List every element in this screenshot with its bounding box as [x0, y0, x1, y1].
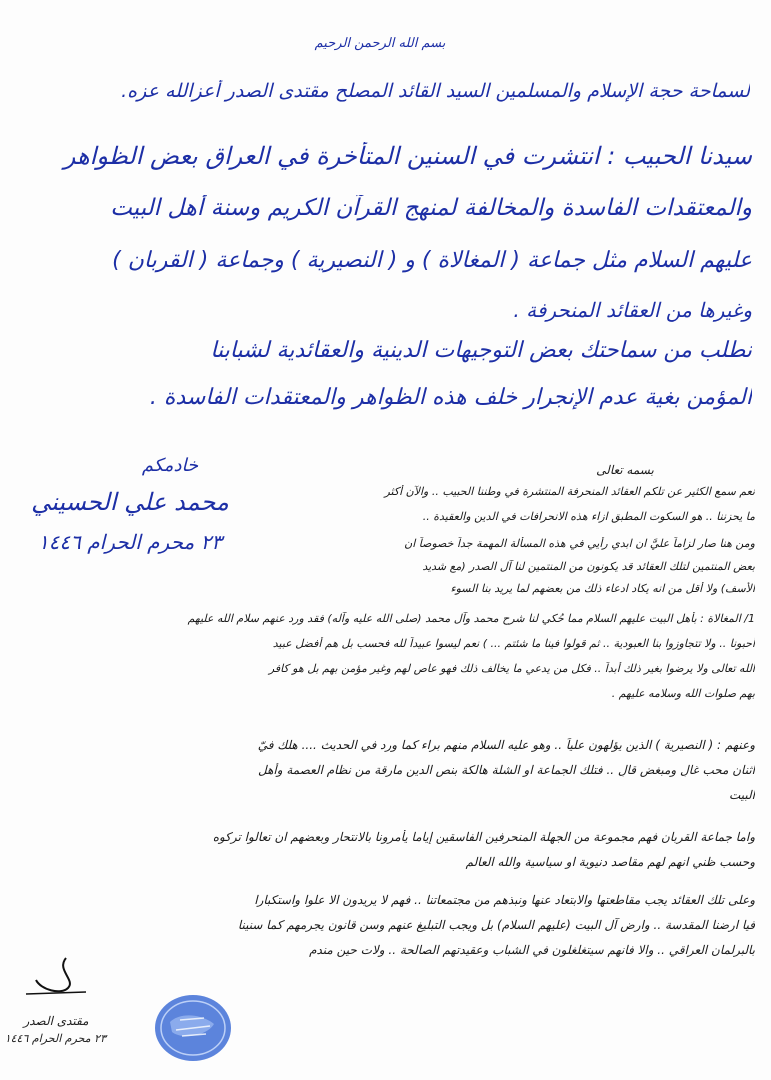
letter-line-2: والمعتقدات الفاسدة والمخالفة لمنهج القرآن الكريم وسنة أهل البيت [110, 195, 752, 221]
reply-signature [6, 950, 106, 1060]
reply-line-10: وعنهم : ( النصيرية ) الذين يؤلهون علياً .. وهو عليه السلام منهم براء كما ورد في الحديث .... هلك فيّ [257, 738, 755, 752]
reply-line-9: بهم صلوات الله وسلامه عليهم . [611, 687, 755, 700]
reply-line-12: البيت [728, 788, 755, 802]
signature-scribble [6, 950, 106, 1010]
sender-name: محمد علي الحسيني [31, 488, 229, 516]
reply-basmala: بسمه تعالى [596, 463, 654, 477]
letter-line-1: سيدنا الحبيب : انتشرت في السنين المتأخرة في العراق بعض الظواهر [63, 142, 752, 170]
reply-line-7: أحبونا .. ولا تتجاوزوا بنا العبودية .. ثم قولوا فينا ما شئتم ... ) نعم ليسوا عبيداً لله فحسب بل هم أفضل عبيد [272, 637, 755, 650]
reply-line-1: نعم سمع الكثير عن تلكم العقائد المنحرفة المنتشرة في وطننا الحبيب .. والآن أكثر [384, 485, 755, 498]
letter-line-6: المؤمن بغية عدم الإنجرار خلف هذه الظواهر والمعتقدات الفاسدة . [149, 385, 752, 410]
letter-line-4: وغيرها من العقائد المنحرفة . [513, 298, 752, 322]
seal-graphic [152, 992, 234, 1064]
reply-line-17: بالبرلمان العراقي .. والا فانهم سيتغلغلون في الشباب وعقيدتهم الصالحة .. ولات حين مندم [309, 943, 755, 957]
sender-title: خادمكم [141, 455, 199, 476]
reply-line-16: فيا ارضنا المقدسة .. وارض آل البيت (عليهم السلام) بل ويجب التبليغ عنهم وسن قانون يجرمهم كما سنينا [237, 918, 755, 932]
letter-line-3: عليهم السلام مثل جماعة ( المغالاة ) و ( النصيرية ) وجماعة ( القربان ) [112, 248, 752, 273]
signature-date: ٢٣ محرم الحرام ١٤٤٦ [4, 1032, 106, 1045]
letter-line-5: نطلب من سماحتك بعض التوجيهات الدينية والعقائدية لشبابنا [210, 338, 752, 363]
letter-basmala: بسم الله الرحمن الرحيم [314, 36, 446, 51]
reply-line-14: وحسب ظني انهم لهم مقاصد دنيوية او سياسية والله العالم [465, 855, 755, 869]
reply-line-5: الأسف) ولا أقل من انه يكاد ادعاء ذلك من بعضهم لما يريد بنا السوء [450, 582, 755, 595]
letter-addressee: لسماحة حجة الإسلام والمسلمين السيد القائد المصلح مقتدى الصدر أعزالله عزه. [121, 80, 750, 102]
reply-line-11: اثنان محب غالٍ ومبغض قالٍ .. فتلك الجماعة او الشلة هالكة بنص الدين مارقة من نظام العصمة وأهل [258, 763, 755, 777]
reply-line-6: 1/ المغالاة : بأهل البيت عليهم السلام مما حُكي لنا شرح محمد وآل محمد (صلى الله عليه وآله) فقد ورد عنهم سلام الله عليهم [187, 612, 755, 625]
reply-line-13: واما جماعة القربان فهم مجموعة من الجهلة المنحرفين الفاسقين إياما يأمرونا بالانتحار وبعضهم ان تعالوا تركوه [212, 830, 755, 844]
reply-line-2: ما يحزننا .. هو السكوت المطبق ازاء هذه الانحرافات في الدين والعقيدة .. [422, 510, 755, 523]
sender-date: ٢٣ محرم الحرام ١٤٤٦ [37, 530, 223, 554]
reply-line-4: بعض المنتمين لتلك العقائد قد يكونون من المنتمين لنا آل الصدر (مع شديد [422, 560, 755, 573]
reply-line-8: الله تعالى ولا يرضوا بغير ذلك أبداً .. فكل من يدعي ما يخالف ذلك فهو عاصٍ لهم وغير مؤمن بهم بل هو كافر [268, 662, 755, 675]
signature-name: مقتدى الصدر [23, 1014, 89, 1028]
office-seal [152, 992, 234, 1064]
reply-line-15: وعلى تلك العقائد يجب مقاطعتها والابتعاد عنها ونبذهم من مجتمعاتنا .. فهم لا يريدون الا علوا واستكبارا [254, 893, 755, 907]
reply-line-3: ومن هنا صار لزاماً عليَّ ان ابدي رأيي في هذه المسألة المهمة جداً خصوصاً ان [404, 537, 755, 550]
